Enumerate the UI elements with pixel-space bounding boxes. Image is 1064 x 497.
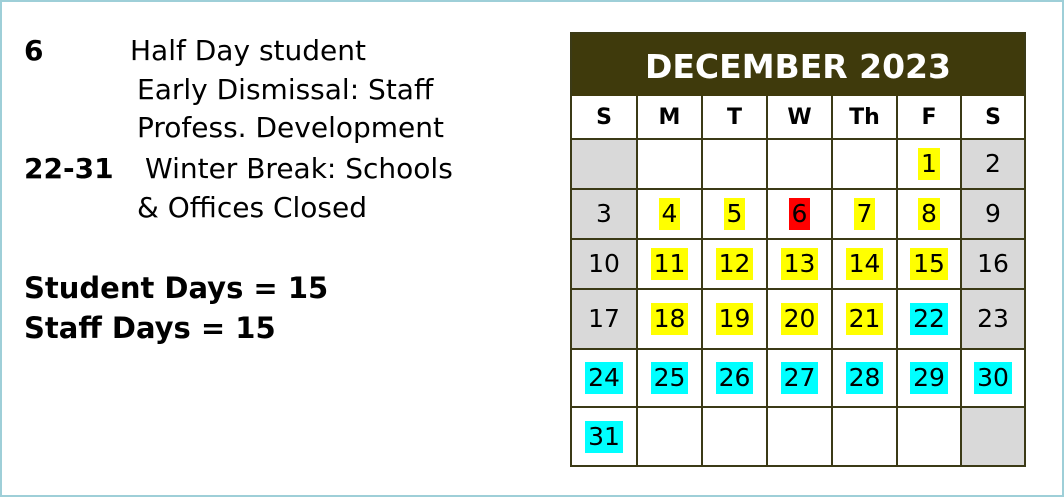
empty-day-cell — [833, 408, 898, 465]
day-number: 2 — [985, 149, 1001, 178]
empty-day-cell — [768, 408, 833, 465]
day-number: 18 — [651, 303, 689, 335]
days-summary — [24, 268, 328, 348]
day-number: 10 — [588, 249, 620, 278]
weekday-header-row — [572, 96, 1024, 140]
day-cell — [833, 290, 898, 350]
week-row — [572, 240, 1024, 290]
day-cell — [898, 140, 962, 190]
student-days-total: Student Days = 15 — [24, 271, 329, 305]
empty-day-cell — [898, 408, 962, 465]
day-number: 5 — [724, 198, 746, 230]
day-cell — [572, 408, 638, 465]
day-cell — [638, 290, 703, 350]
day-cell — [898, 240, 962, 290]
day-number: 21 — [846, 303, 884, 335]
note-winter-break — [24, 150, 544, 227]
weekday-header: F — [898, 96, 962, 140]
day-cell — [898, 290, 962, 350]
day-cell — [572, 240, 638, 290]
day-cell — [638, 350, 703, 408]
day-number: 15 — [910, 248, 948, 280]
empty-day-cell — [638, 408, 703, 465]
day-number: 4 — [659, 198, 681, 230]
day-number: 8 — [918, 198, 940, 230]
day-cell — [768, 350, 833, 408]
day-cell — [703, 190, 768, 240]
empty-day-cell — [572, 140, 638, 190]
day-cell — [638, 240, 703, 290]
day-number: 31 — [585, 421, 623, 453]
day-cell — [898, 350, 962, 408]
empty-day-cell — [962, 408, 1024, 465]
note-line: Half Day student — [130, 34, 366, 67]
empty-day-cell — [833, 140, 898, 190]
week-row — [572, 350, 1024, 408]
day-cell — [768, 190, 833, 240]
note-line: Winter Break: Schools — [145, 152, 453, 185]
empty-day-cell — [638, 140, 703, 190]
day-number: 3 — [596, 199, 612, 228]
staff-days-total: Staff Days = 15 — [24, 311, 276, 345]
day-number: 24 — [585, 362, 623, 394]
calendar-notes — [24, 32, 544, 227]
day-number: 6 — [789, 198, 811, 230]
day-cell — [572, 190, 638, 240]
weekday-header: M — [638, 96, 703, 140]
day-cell — [833, 350, 898, 408]
weekday-header: S — [962, 96, 1024, 140]
calendar-grid — [572, 96, 1024, 465]
empty-day-cell — [768, 140, 833, 190]
day-number: 13 — [781, 248, 819, 280]
day-number: 22 — [910, 303, 948, 335]
empty-day-cell — [703, 140, 768, 190]
day-number: 26 — [716, 362, 754, 394]
day-number: 11 — [651, 248, 689, 280]
day-number: 25 — [651, 362, 689, 394]
note-line: Early Dismissal: Staff — [137, 72, 434, 106]
day-cell — [768, 290, 833, 350]
day-cell — [703, 350, 768, 408]
day-number: 20 — [781, 303, 819, 335]
day-cell — [962, 290, 1024, 350]
day-number: 14 — [846, 248, 884, 280]
day-cell — [833, 190, 898, 240]
day-cell — [898, 190, 962, 240]
day-cell — [962, 350, 1024, 408]
note-early-dismissal — [24, 32, 544, 150]
note-key: 22-31 — [24, 152, 114, 185]
day-cell — [572, 290, 638, 350]
day-cell — [768, 240, 833, 290]
weekday-header: T — [703, 96, 768, 140]
note-line: & Offices Closed — [137, 190, 368, 224]
day-number: 1 — [918, 148, 940, 180]
day-number: 12 — [716, 248, 754, 280]
empty-day-cell — [703, 408, 768, 465]
weekday-header: W — [768, 96, 833, 140]
calendar-title: DECEMBER 2023 — [572, 34, 1024, 96]
day-cell — [833, 240, 898, 290]
weekday-header: S — [572, 96, 638, 140]
day-number: 23 — [977, 304, 1009, 333]
day-cell — [962, 240, 1024, 290]
week-row — [572, 290, 1024, 350]
day-number: 9 — [985, 199, 1001, 228]
day-number: 16 — [977, 249, 1009, 278]
day-number: 7 — [854, 198, 876, 230]
note-key: 6 — [24, 34, 44, 67]
note-line: Profess. Development — [137, 111, 444, 144]
week-row — [572, 140, 1024, 190]
day-number: 30 — [974, 362, 1012, 394]
day-number: 27 — [781, 362, 819, 394]
calendar-weeks — [572, 140, 1024, 465]
calendar-december-2023 — [570, 32, 1026, 467]
day-cell — [962, 190, 1024, 240]
day-cell — [703, 290, 768, 350]
day-number: 28 — [846, 362, 884, 394]
day-cell — [638, 190, 703, 240]
day-number: 17 — [588, 304, 620, 333]
weekday-header: Th — [833, 96, 898, 140]
day-cell — [962, 140, 1024, 190]
day-cell — [703, 240, 768, 290]
week-row — [572, 408, 1024, 465]
week-row — [572, 190, 1024, 240]
day-number: 19 — [716, 303, 754, 335]
day-cell — [572, 350, 638, 408]
day-number: 29 — [910, 362, 948, 394]
